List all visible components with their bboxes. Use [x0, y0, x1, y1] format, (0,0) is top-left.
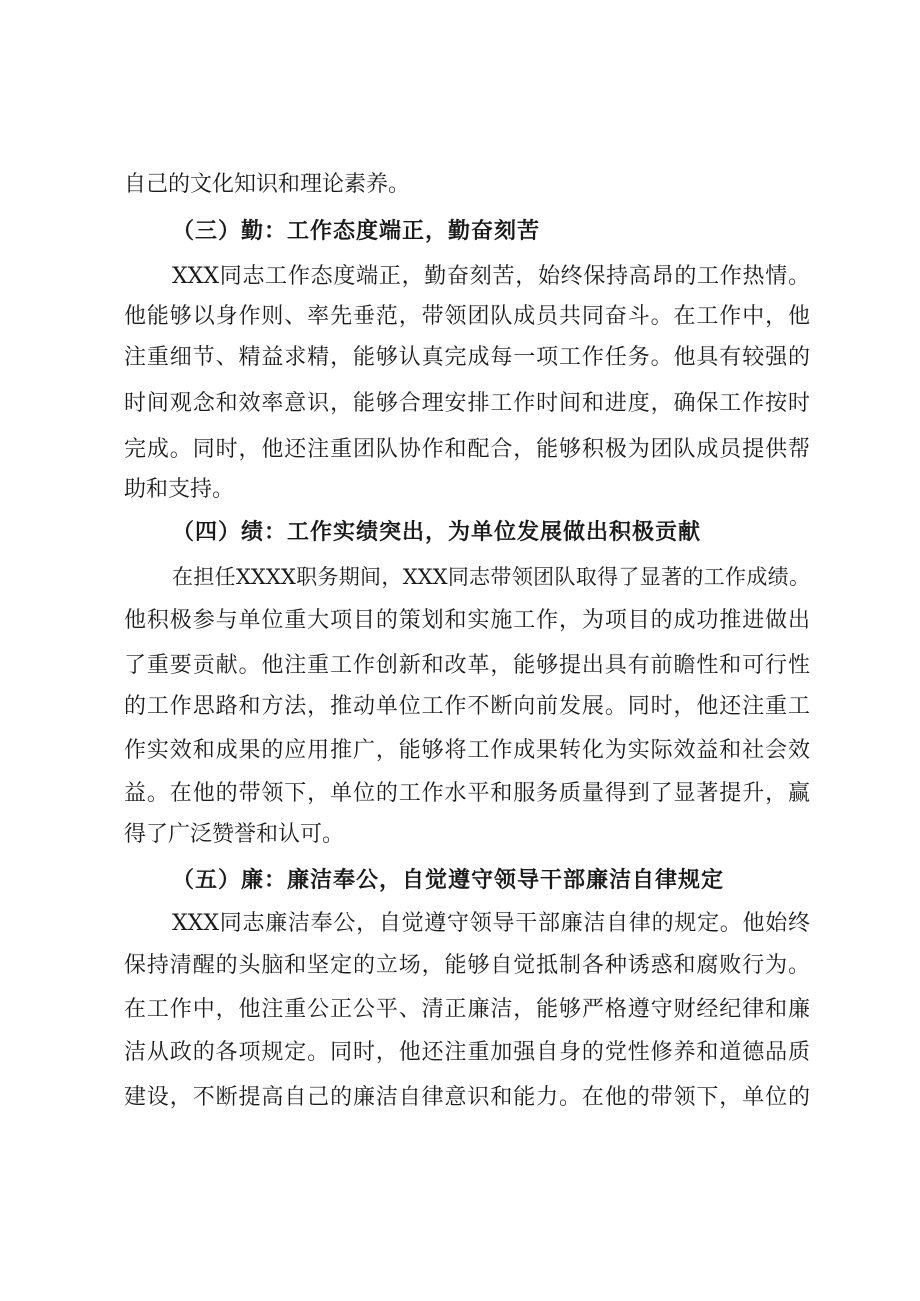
lead-in-text: 自己的文化知识和理论素养。 — [124, 172, 411, 197]
section-3-heading: （三）勤：工作态度端正，勤奋刻苦 — [172, 218, 541, 244]
section-5-line-2: 保持清醒的头脑和坚定的立场，能够自觉抵制各种诱惑和腐败行为。 — [124, 953, 810, 978]
section-4-heading: （四）绩：工作实绩突出，为单位发展做出积极贡献 — [172, 519, 702, 545]
section-3-line-5: 完成。同时，他还注重团队协作和配合，能够积极为团队成员提供帮 — [124, 437, 810, 462]
section-5-line-1: XXX同志廉洁奉公，自觉遵守领导干部廉洁自律的规定。他始终 — [172, 911, 810, 936]
section-5-line-4: 洁从政的各项规定。同时，他还注重加强自身的党性修养和道德品质 — [124, 1040, 810, 1065]
section-4-line-5: 作实效和成果的应用推广，能够将工作成果转化为实际效益和社会效 — [124, 738, 810, 763]
section-5-heading: （五）廉：廉洁奉公，自觉遵守领导干部廉洁自律规定 — [172, 867, 725, 893]
section-4-line-6: 益。在他的带领下，单位的工作水平和服务质量得到了显著提升，赢 — [124, 781, 810, 806]
section-4-line-2: 他积极参与单位重大项目的策划和实施工作，为项目的成功推进做出 — [124, 608, 810, 633]
section-3-line-4: 时间观念和效率意识，能够合理安排工作时间和进度，确保工作按时 — [124, 391, 810, 416]
section-3-line-1: XXX同志工作态度端正，勤奋刻苦，始终保持高昂的工作热情。 — [172, 264, 810, 289]
section-4-line-4: 的工作思路和方法，推动单位工作不断向前发展。同时，他还注重工 — [124, 694, 810, 719]
section-5-line-5: 建设，不断提高自己的廉洁自律意识和能力。在他的带领下，单位的 — [124, 1085, 810, 1110]
section-3-line-6: 助和支持。 — [124, 477, 235, 502]
section-3-line-3: 注重细节、精益求精，能够认真完成每一项工作任务。他具有较强的 — [124, 345, 810, 370]
section-4-line-7: 得了广泛赞誉和认可。 — [124, 822, 345, 847]
section-3-line-2: 他能够以身作则、率先垂范，带领团队成员共同奋斗。在工作中，他 — [124, 304, 810, 329]
section-4-line-1: 在担任XXXX职务期间，XXX同志带领团队取得了显著的工作成绩。 — [172, 565, 810, 589]
section-4-line-3: 了重要贡献。他注重工作创新和改革，能够提出具有前瞻性和可行性 — [124, 653, 810, 678]
section-5-line-3: 在工作中，他注重公正公平、清正廉洁，能够严格遵守财经纪律和廉 — [124, 997, 810, 1022]
